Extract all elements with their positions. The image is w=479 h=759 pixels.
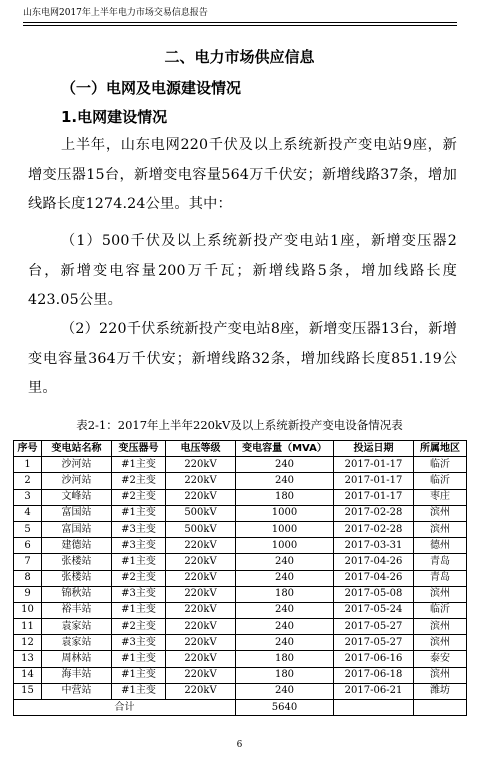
cell-region: 滨州 bbox=[414, 667, 467, 683]
cell-transformer: #3主变 bbox=[112, 521, 166, 537]
cell-voltage: 220kV bbox=[166, 635, 236, 651]
cell-region: 滨州 bbox=[414, 521, 467, 537]
cell-region: 青岛 bbox=[414, 554, 467, 570]
cell-transformer: #2主变 bbox=[112, 619, 166, 635]
cell-date: 2017-04-26 bbox=[334, 554, 414, 570]
cell-capacity: 240 bbox=[236, 619, 334, 635]
cell-transformer: #2主变 bbox=[112, 570, 166, 586]
table-row bbox=[14, 521, 467, 537]
cell-capacity: 240 bbox=[236, 683, 334, 699]
table-row bbox=[14, 554, 467, 570]
cell-transformer: #3主变 bbox=[112, 538, 166, 554]
cell-region: 泰安 bbox=[414, 651, 467, 667]
col-header-index: 序号 bbox=[14, 441, 42, 457]
col-header-transformer: 变压器号 bbox=[112, 441, 166, 457]
cell-index: 13 bbox=[14, 651, 42, 667]
cell-station: 裕丰站 bbox=[42, 602, 112, 618]
cell-capacity: 240 bbox=[236, 570, 334, 586]
cell-region: 滨州 bbox=[414, 635, 467, 651]
cell-date: 2017-04-26 bbox=[334, 570, 414, 586]
table-row bbox=[14, 570, 467, 586]
cell-station: 袁家站 bbox=[42, 619, 112, 635]
total-empty-region bbox=[414, 700, 467, 716]
cell-transformer: #1主变 bbox=[112, 554, 166, 570]
cell-capacity: 180 bbox=[236, 586, 334, 602]
cell-capacity: 180 bbox=[236, 651, 334, 667]
cell-date: 2017-05-08 bbox=[334, 586, 414, 602]
paragraph-summary: 上半年，山东电网220千伏及以上系统新投产变电站9座，新增变压器15台，新增变电容量564万千伏安；新增线路37条，增加线路长度1274.24公里。其中： bbox=[28, 137, 457, 213]
total-capacity: 5640 bbox=[236, 700, 334, 716]
cell-station: 张楼站 bbox=[42, 570, 112, 586]
cell-date: 2017-01-17 bbox=[334, 473, 414, 489]
cell-index: 5 bbox=[14, 521, 42, 537]
table-row bbox=[14, 473, 467, 489]
page-number: 6 bbox=[236, 740, 243, 750]
cell-region: 临沂 bbox=[414, 602, 467, 618]
cell-transformer: #2主变 bbox=[112, 473, 166, 489]
col-header-date: 投运日期 bbox=[334, 441, 414, 457]
cell-date: 2017-02-28 bbox=[334, 505, 414, 521]
paragraph-500kv: （1）500千伏及以上系统新投产变电站1座，新增变压器2台，新增变电容量200万千瓦；新增线路5条，增加线路长度423.05公里。 bbox=[28, 233, 457, 309]
cell-capacity: 1000 bbox=[236, 505, 334, 521]
cell-station: 富国站 bbox=[42, 505, 112, 521]
cell-capacity: 240 bbox=[236, 602, 334, 618]
cell-station: 文峰站 bbox=[42, 489, 112, 505]
cell-region: 临沂 bbox=[414, 473, 467, 489]
cell-index: 14 bbox=[14, 667, 42, 683]
cell-date: 2017-03-31 bbox=[334, 538, 414, 554]
cell-date: 2017-05-24 bbox=[334, 602, 414, 618]
table-row bbox=[14, 683, 467, 699]
cell-station: 周林站 bbox=[42, 651, 112, 667]
cell-voltage: 220kV bbox=[166, 473, 236, 489]
cell-region: 滨州 bbox=[414, 505, 467, 521]
total-empty-date bbox=[334, 700, 414, 716]
cell-voltage: 220kV bbox=[166, 538, 236, 554]
cell-station: 建德站 bbox=[42, 538, 112, 554]
substation-table bbox=[13, 440, 467, 716]
cell-index: 9 bbox=[14, 586, 42, 602]
cell-index: 2 bbox=[14, 473, 42, 489]
cell-index: 7 bbox=[14, 554, 42, 570]
cell-transformer: #3主变 bbox=[112, 635, 166, 651]
cell-capacity: 1000 bbox=[236, 521, 334, 537]
cell-voltage: 220kV bbox=[166, 570, 236, 586]
cell-capacity: 240 bbox=[236, 473, 334, 489]
cell-region: 滨州 bbox=[414, 586, 467, 602]
table-row bbox=[14, 635, 467, 651]
table-row bbox=[14, 602, 467, 618]
table-row bbox=[14, 538, 467, 554]
cell-date: 2017-06-21 bbox=[334, 683, 414, 699]
section-title: 二、电力市场供应信息 bbox=[164, 48, 315, 66]
cell-region: 德州 bbox=[414, 538, 467, 554]
cell-transformer: #1主变 bbox=[112, 667, 166, 683]
cell-voltage: 220kV bbox=[166, 602, 236, 618]
table-caption: 表2-1：2017年上半年220kV及以上系统新投产变电设备情况表 bbox=[76, 418, 403, 432]
cell-index: 15 bbox=[14, 683, 42, 699]
cell-index: 12 bbox=[14, 635, 42, 651]
cell-voltage: 220kV bbox=[166, 667, 236, 683]
cell-index: 1 bbox=[14, 457, 42, 473]
cell-voltage: 220kV bbox=[166, 489, 236, 505]
cell-station: 张楼站 bbox=[42, 554, 112, 570]
cell-voltage: 220kV bbox=[166, 457, 236, 473]
cell-capacity: 1000 bbox=[236, 538, 334, 554]
col-header-region: 所属地区 bbox=[414, 441, 467, 457]
cell-station: 袁家站 bbox=[42, 635, 112, 651]
cell-date: 2017-05-27 bbox=[334, 635, 414, 651]
cell-voltage: 220kV bbox=[166, 586, 236, 602]
cell-voltage: 500kV bbox=[166, 505, 236, 521]
cell-transformer: #1主变 bbox=[112, 683, 166, 699]
cell-region: 枣庄 bbox=[414, 489, 467, 505]
table-row bbox=[14, 489, 467, 505]
cell-date: 2017-06-16 bbox=[334, 651, 414, 667]
cell-date: 2017-02-28 bbox=[334, 521, 414, 537]
page-header: 山东电网2017年上半年电力市场交易信息报告 bbox=[23, 7, 457, 23]
cell-voltage: 220kV bbox=[166, 683, 236, 699]
cell-capacity: 240 bbox=[236, 457, 334, 473]
cell-transformer: #1主变 bbox=[112, 457, 166, 473]
cell-station: 富国站 bbox=[42, 521, 112, 537]
cell-station: 沙河站 bbox=[42, 473, 112, 489]
paragraph-220kv: （2）220千伏系统新投产变电站8座，新增变压器13台，新增变电容量364万千伏安；新增线路32条，增加线路长度851.19公里。 bbox=[28, 321, 457, 397]
cell-capacity: 180 bbox=[236, 667, 334, 683]
subsection-title: （一）电网及电源建设情况 bbox=[61, 79, 242, 97]
cell-station: 沙河站 bbox=[42, 457, 112, 473]
cell-transformer: #1主变 bbox=[112, 505, 166, 521]
total-label: 合计 bbox=[14, 700, 236, 716]
table-row bbox=[14, 586, 467, 602]
cell-voltage: 220kV bbox=[166, 651, 236, 667]
cell-voltage: 220kV bbox=[166, 554, 236, 570]
col-header-station: 变电站名称 bbox=[42, 441, 112, 457]
cell-index: 3 bbox=[14, 489, 42, 505]
table-total-row bbox=[14, 700, 467, 716]
cell-region: 滨州 bbox=[414, 619, 467, 635]
cell-index: 8 bbox=[14, 570, 42, 586]
cell-capacity: 240 bbox=[236, 635, 334, 651]
cell-index: 11 bbox=[14, 619, 42, 635]
cell-voltage: 500kV bbox=[166, 521, 236, 537]
table-row bbox=[14, 619, 467, 635]
cell-region: 青岛 bbox=[414, 570, 467, 586]
cell-index: 10 bbox=[14, 602, 42, 618]
subsubsection-title: 1.电网建设情况 bbox=[61, 108, 168, 126]
table-row bbox=[14, 667, 467, 683]
col-header-capacity: 变电容量（MVA） bbox=[236, 441, 334, 457]
cell-transformer: #2主变 bbox=[112, 489, 166, 505]
cell-region: 潍坊 bbox=[414, 683, 467, 699]
cell-transformer: #1主变 bbox=[112, 602, 166, 618]
cell-date: 2017-06-18 bbox=[334, 667, 414, 683]
table-row bbox=[14, 505, 467, 521]
table-row bbox=[14, 651, 467, 667]
table-header-row bbox=[14, 441, 467, 457]
cell-capacity: 180 bbox=[236, 489, 334, 505]
cell-station: 中营站 bbox=[42, 683, 112, 699]
cell-date: 2017-01-17 bbox=[334, 489, 414, 505]
cell-date: 2017-01-17 bbox=[334, 457, 414, 473]
cell-capacity: 240 bbox=[236, 554, 334, 570]
cell-station: 海丰站 bbox=[42, 667, 112, 683]
cell-region: 临沂 bbox=[414, 457, 467, 473]
col-header-voltage: 电压等级 bbox=[166, 441, 236, 457]
cell-voltage: 220kV bbox=[166, 619, 236, 635]
cell-station: 锦秋站 bbox=[42, 586, 112, 602]
cell-transformer: #1主变 bbox=[112, 651, 166, 667]
table-row bbox=[14, 457, 467, 473]
cell-index: 6 bbox=[14, 538, 42, 554]
cell-transformer: #3主变 bbox=[112, 586, 166, 602]
cell-date: 2017-05-27 bbox=[334, 619, 414, 635]
cell-index: 4 bbox=[14, 505, 42, 521]
